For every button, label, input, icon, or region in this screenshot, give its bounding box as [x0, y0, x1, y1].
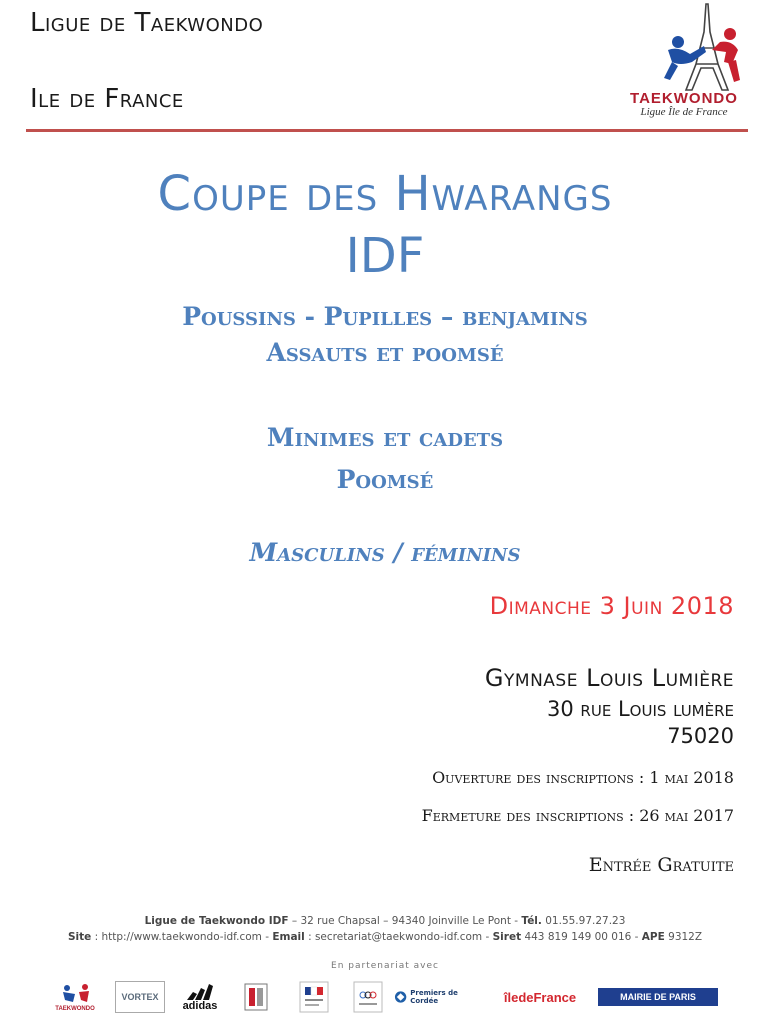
logo-subtitle: Ligue Île de France [640, 106, 728, 118]
venue-name: Gymnase Louis Lumière [484, 664, 734, 692]
partner-cnosf-logo [348, 978, 388, 1016]
partner-republique-logo [294, 978, 334, 1016]
olympic-committee-icon [353, 981, 383, 1013]
partner-iledefrance-logo [490, 978, 590, 1016]
partner-premiers-text: Premiers de Cordée [410, 989, 458, 1005]
entry-fee: Entrée Gratuite [588, 854, 734, 876]
partner-club-logo [236, 978, 276, 1016]
venue-street: 30 rue Louis lumère [547, 697, 734, 721]
marianne-flag-icon [299, 981, 329, 1013]
logo-title: TAEKWONDO [630, 90, 738, 107]
categories-youth: Poussins - Pupilles – benjamins [182, 302, 588, 331]
partner-vortex-logo [114, 978, 166, 1016]
partner-paris-text: MAIRIE DE PARIS [620, 992, 696, 1002]
footer-email[interactable]: : secretariat@taekwondo-idf.com - [304, 931, 493, 943]
event-date: Dimanche 3 Juin 2018 [489, 592, 734, 620]
partner-adidas-logo [176, 978, 224, 1016]
footer-site-label: Site [67, 931, 92, 943]
footer-siret-label: Siret [492, 931, 522, 943]
partner-taekwondo-logo [50, 978, 100, 1016]
footer-ape-label: APE [641, 931, 665, 943]
club-crest-icon [239, 980, 273, 1014]
footer-web-line [0, 931, 770, 943]
partner-adidas-text: adidas [182, 1000, 218, 1012]
footer-tel: 01.55.97.27.23 [541, 915, 626, 927]
footer-contact-line [0, 915, 770, 927]
footer-email-label: Email [272, 931, 305, 943]
partner-premiers-de-cordee-logo [394, 978, 484, 1016]
adidas-stripes-icon [185, 982, 215, 1000]
partner-iledefrance-text: îledeFrance [503, 989, 577, 1005]
premiers-de-cordee-icon [394, 990, 407, 1004]
header-divider [26, 129, 748, 132]
footer-siret: 443 819 149 00 016 - [521, 931, 642, 943]
registration-opening: Ouverture des inscriptions : 1 mai 2018 [432, 768, 734, 787]
partner-vortex-text: VORTEX [121, 992, 159, 1002]
fighters-icon [55, 982, 95, 1006]
categories-older-events: Poomsé [336, 465, 434, 494]
gender-categories: Masculins / féminins [249, 538, 521, 567]
event-title: Coupe des Hwarangs [157, 166, 613, 222]
league-name: Ligue de Taekwondo [30, 8, 264, 38]
footer-ape: 9312Z [664, 931, 703, 943]
footer-site[interactable]: : http://www.taekwondo-idf.com - [91, 931, 273, 943]
partnership-label: En partenariat avec [331, 961, 439, 971]
partner-paris-logo [596, 978, 720, 1016]
footer-tel-label: Tél. [521, 915, 542, 927]
taekwondo-idf-logo [620, 2, 748, 122]
partner-logos [50, 978, 720, 1020]
partner-taekwondo-text: TAEKWONDO [55, 1006, 95, 1012]
eiffel-tower-fighters-icon [620, 2, 748, 92]
categories-youth-events: Assauts et poomsé [266, 338, 504, 367]
venue-postcode: 75020 [667, 724, 734, 748]
categories-older: Minimes et cadets [266, 423, 504, 452]
registration-closing: Fermeture des inscriptions : 26 mai 2017 [421, 806, 734, 825]
footer-org: Ligue de Taekwondo IDF [144, 915, 289, 927]
footer-address: – 32 rue Chapsal – 94340 Joinville Le Pont - [288, 915, 522, 927]
event-title-suffix: IDF [345, 228, 425, 284]
league-region: Ile de France [30, 84, 184, 114]
